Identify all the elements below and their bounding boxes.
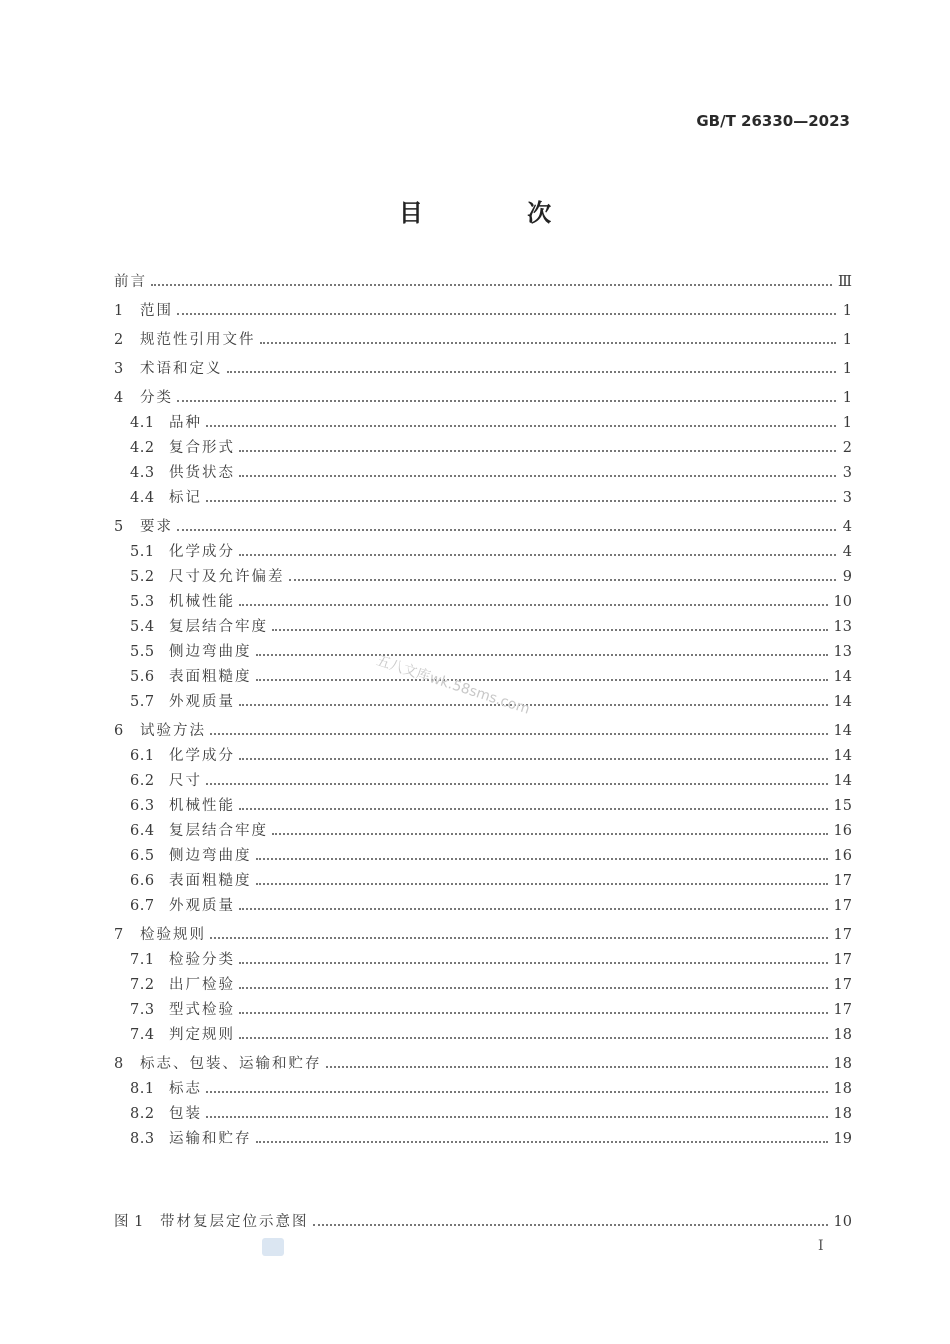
toc-entry-page: 3 [842, 490, 852, 506]
toc-entry-page: 18 [833, 1106, 852, 1122]
toc-entry-page: 18 [833, 1081, 852, 1097]
leader-dots [239, 1012, 828, 1014]
toc-entry-number: 6.5 [130, 848, 155, 864]
toc-entry-label: 侧边弯曲度 [169, 644, 252, 660]
toc-entry-number: 5.3 [130, 594, 155, 610]
toc-entry-page: 17 [833, 952, 852, 968]
toc-entry-number: 8 [114, 1056, 124, 1072]
toc-entry-number: 8.2 [130, 1106, 155, 1122]
toc-entry-page: 14 [833, 773, 852, 789]
toc-entry-label: 要求 [140, 519, 173, 535]
toc-entry-label: 分类 [140, 390, 173, 406]
toc-entry-number: 6 [114, 723, 124, 739]
toc-entry-label: 机械性能 [169, 594, 235, 610]
toc-entry[interactable] [114, 1127, 852, 1152]
toc-entry-page: 14 [833, 748, 852, 764]
toc-entry-page: Ⅲ [838, 274, 852, 290]
toc-entry-number: 5.6 [130, 669, 155, 685]
leader-dots [272, 833, 828, 835]
leader-dots [260, 342, 837, 344]
toc-entry-page: 16 [833, 823, 852, 839]
leader-dots [256, 679, 828, 681]
toc-entry[interactable] [114, 615, 852, 640]
leader-dots [206, 783, 828, 785]
table-of-contents [114, 270, 852, 1152]
toc-entry-number: 7.1 [130, 952, 155, 968]
toc-entry[interactable] [114, 1077, 852, 1102]
toc-entry-label: 复层结合牢度 [169, 823, 268, 839]
toc-entry-label: 规范性引用文件 [140, 332, 256, 348]
toc-entry-number: 5 [114, 519, 124, 535]
toc-entry-page: 1 [842, 361, 852, 377]
toc-entry[interactable] [114, 998, 852, 1023]
toc-entry-number: 8.3 [130, 1131, 155, 1147]
toc-entry-label: 运输和贮存 [169, 1131, 252, 1147]
toc-entry[interactable] [114, 869, 852, 894]
leader-dots [206, 1091, 828, 1093]
leader-dots [239, 962, 828, 964]
toc-entry-number: 7.3 [130, 1002, 155, 1018]
leader-dots [272, 629, 828, 631]
toc-entry-page: 18 [833, 1027, 852, 1043]
leader-dots [256, 883, 828, 885]
toc-entry-page: 3 [842, 465, 852, 481]
toc-entry-label: 标志、包装、运输和贮存 [140, 1056, 322, 1072]
toc-entry-page: 13 [833, 644, 852, 660]
toc-entry-page: 1 [842, 303, 852, 319]
toc-entry-page: 1 [842, 415, 852, 431]
leader-dots [177, 400, 836, 402]
leader-dots [239, 908, 828, 910]
leader-dots [256, 858, 828, 860]
toc-entry-label: 表面粗糙度 [169, 873, 252, 889]
toc-entry-number: 6.1 [130, 748, 155, 764]
toc-entry-number: 7.2 [130, 977, 155, 993]
toc-entry-page: 17 [833, 977, 852, 993]
leader-dots [239, 604, 828, 606]
toc-entry-number: 4.4 [130, 490, 155, 506]
toc-entry[interactable] [114, 923, 852, 948]
toc-entry-page: 17 [833, 898, 852, 914]
toc-entry-page: 15 [833, 798, 852, 814]
toc-entry-page: 10 [833, 594, 852, 610]
toc-entry-page: 1 [842, 332, 852, 348]
toc-entry-number: 3 [114, 361, 124, 377]
toc-entry[interactable] [114, 386, 852, 411]
toc-entry[interactable] [114, 973, 852, 998]
toc-entry-label: 术语和定义 [140, 361, 223, 377]
toc-entry-label: 表面粗糙度 [169, 669, 252, 685]
page-number: I [818, 1238, 824, 1254]
toc-entry-label: 标记 [169, 490, 202, 506]
toc-entry-label: 化学成分 [169, 748, 235, 764]
toc-entry-label: 尺寸 [169, 773, 202, 789]
leader-dots [210, 937, 828, 939]
leader-dots [227, 371, 837, 373]
toc-entry-label: 复合形式 [169, 440, 235, 456]
toc-entry-number: 6.6 [130, 873, 155, 889]
toc-entry[interactable] [114, 719, 852, 744]
toc-entry-page: 2 [842, 440, 852, 456]
toc-entry[interactable] [114, 486, 852, 511]
toc-entry-label: 外观质量 [169, 898, 235, 914]
toc-entry-label: 复层结合牢度 [169, 619, 268, 635]
toc-entry-page: 14 [833, 694, 852, 710]
toc-entry-number: 8.1 [130, 1081, 155, 1097]
toc-entry-number: 5.7 [130, 694, 155, 710]
leader-dots [206, 500, 836, 502]
toc-entry-label: 标志 [169, 1081, 202, 1097]
leader-dots [210, 733, 828, 735]
toc-entry[interactable] [114, 565, 852, 590]
toc-entry-number: 6.7 [130, 898, 155, 914]
toc-entry[interactable] [114, 894, 852, 919]
toc-entry-label: 检验规则 [140, 927, 206, 943]
figure-label: 带材复层定位示意图 [160, 1214, 309, 1230]
toc-entry[interactable] [114, 794, 852, 819]
toc-entry-page: 17 [833, 1002, 852, 1018]
watermark: 五八文库wk.58sms.com [374, 652, 532, 718]
toc-entry-number: 4.2 [130, 440, 155, 456]
toc-entry[interactable] [114, 590, 852, 615]
toc-entry-label: 包装 [169, 1106, 202, 1122]
toc-entry-page: 4 [842, 519, 852, 535]
toc-entry[interactable] [114, 411, 852, 436]
toc-entry-label: 试验方法 [140, 723, 206, 739]
toc-entry-label: 出厂检验 [169, 977, 235, 993]
toc-entry-label: 供货状态 [169, 465, 235, 481]
toc-entry-label: 外观质量 [169, 694, 235, 710]
toc-entry-number: 1 [114, 303, 124, 319]
toc-entry[interactable] [114, 357, 852, 382]
toc-entry-number: 6.4 [130, 823, 155, 839]
leader-dots [206, 1116, 828, 1118]
toc-entry-page: 9 [842, 569, 852, 585]
toc-entry[interactable] [114, 744, 852, 769]
toc-entry[interactable] [114, 844, 852, 869]
toc-entry[interactable] [114, 461, 852, 486]
toc-entry-number: 4.1 [130, 415, 155, 431]
toc-entry-label: 型式检验 [169, 1002, 235, 1018]
toc-entry[interactable] [114, 769, 852, 794]
toc-entry-number: 5.4 [130, 619, 155, 635]
toc-entry-number: 5.5 [130, 644, 155, 660]
toc-entry-number: 7 [114, 927, 124, 943]
toc-entry[interactable] [114, 436, 852, 461]
figure-page: 10 [833, 1214, 852, 1230]
toc-entry-page: 1 [842, 390, 852, 406]
standard-code: GB/T 26330—2023 [696, 112, 850, 130]
toc-entry-label: 前言 [114, 274, 147, 290]
leader-dots [177, 529, 836, 531]
toc-entry[interactable] [114, 299, 852, 324]
leader-dots [256, 1141, 828, 1143]
toc-entry-page: 16 [833, 848, 852, 864]
toc-entry-page: 4 [842, 544, 852, 560]
figure-number: 图 1 [114, 1214, 144, 1230]
toc-entry[interactable] [114, 1023, 852, 1048]
toc-entry-number: 2 [114, 332, 124, 348]
leader-dots [239, 1037, 828, 1039]
toc-entry-number: 4 [114, 390, 124, 406]
leader-dots [326, 1066, 828, 1068]
toc-entry[interactable] [114, 1102, 852, 1127]
leader-dots [289, 579, 837, 581]
leader-dots [313, 1224, 828, 1226]
toc-entry[interactable] [114, 1052, 852, 1077]
toc-entry-page: 18 [833, 1056, 852, 1072]
toc-entry-page: 17 [833, 873, 852, 889]
toc-entry[interactable] [114, 948, 852, 973]
toc-entry-number: 7.4 [130, 1027, 155, 1043]
publisher-stamp-icon [262, 1238, 284, 1256]
toc-entry-label: 机械性能 [169, 798, 235, 814]
leader-dots [239, 554, 836, 556]
toc-entry-page: 17 [833, 927, 852, 943]
toc-entry-label: 检验分类 [169, 952, 235, 968]
toc-entry-number: 6.3 [130, 798, 155, 814]
leader-dots [239, 987, 828, 989]
toc-entry-label: 化学成分 [169, 544, 235, 560]
toc-entry-label: 品种 [169, 415, 202, 431]
toc-entry-number: 6.2 [130, 773, 155, 789]
page-title: 目 次 [398, 198, 600, 227]
toc-entry-label: 侧边弯曲度 [169, 848, 252, 864]
toc-entry-page: 19 [833, 1131, 852, 1147]
toc-entry[interactable] [114, 819, 852, 844]
toc-entry-page: 14 [833, 723, 852, 739]
leader-dots [256, 654, 828, 656]
toc-entry[interactable] [114, 270, 852, 295]
toc-entry-page: 13 [833, 619, 852, 635]
toc-entry[interactable] [114, 515, 852, 540]
toc-entry-number: 5.1 [130, 544, 155, 560]
toc-entry-number: 5.2 [130, 569, 155, 585]
leader-dots [239, 475, 836, 477]
toc-entry[interactable] [114, 328, 852, 353]
toc-entry[interactable] [114, 540, 852, 565]
toc-entry-page: 14 [833, 669, 852, 685]
toc-entry-number: 4.3 [130, 465, 155, 481]
toc-entry-label: 尺寸及允许偏差 [169, 569, 285, 585]
toc-entry-label: 范围 [140, 303, 173, 319]
leader-dots [239, 450, 836, 452]
leader-dots [239, 808, 828, 810]
toc-entry[interactable] [114, 640, 852, 665]
leader-dots [151, 284, 832, 286]
figure-entry[interactable] [114, 1210, 852, 1235]
toc-entry-label: 判定规则 [169, 1027, 235, 1043]
leader-dots [239, 758, 828, 760]
leader-dots [177, 313, 836, 315]
leader-dots [206, 425, 836, 427]
leader-dots [239, 704, 828, 706]
